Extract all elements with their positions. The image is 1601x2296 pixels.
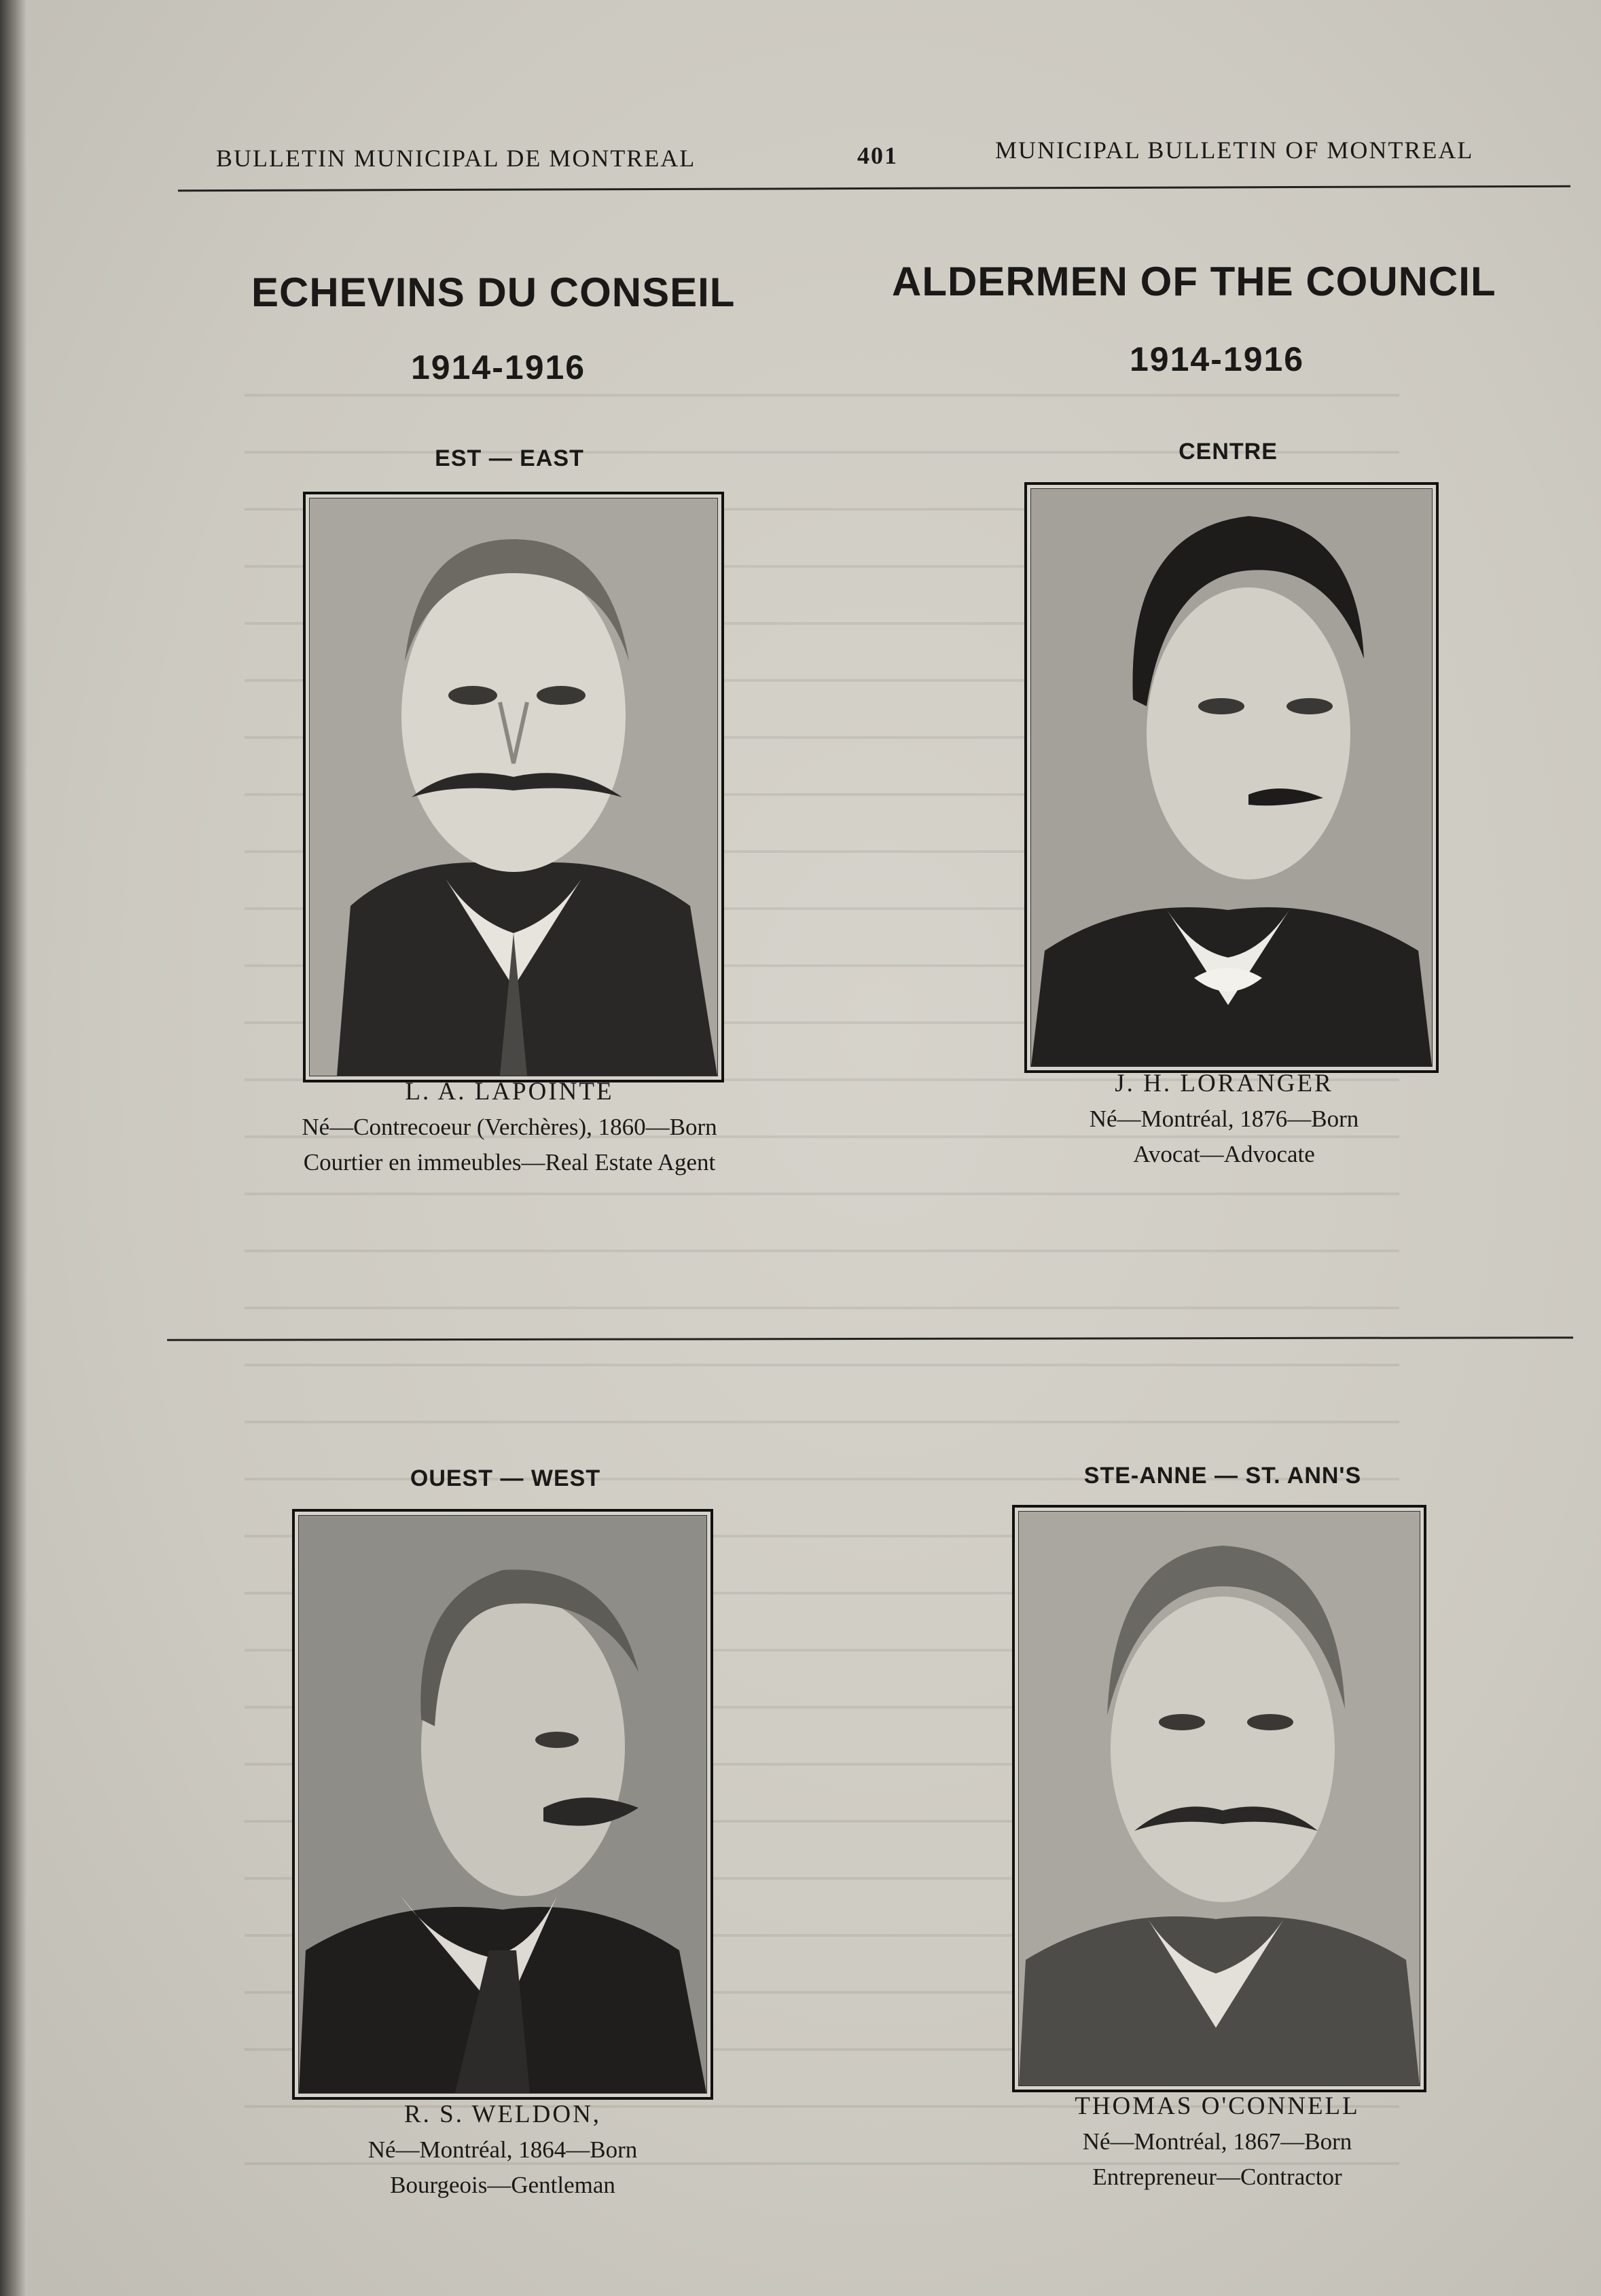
header-french: BULLETIN MUNICIPAL DE MONTREAL [216, 145, 696, 172]
portrait-frame-east [303, 492, 724, 1082]
alderman-occupation: Courtier en immeubles—Real Estate Agent [303, 1149, 716, 1176]
ward-label-st-anns: STE-ANNE — ST. ANN'S [1083, 1463, 1362, 1489]
ward-label-centre: CENTRE [1179, 439, 1278, 464]
portrait-photo-oconnell [1019, 1512, 1420, 2085]
header-english: MUNICIPAL BULLETIN OF MONTREAL [995, 136, 1474, 164]
alderman-birth: Né—Contrecoeur (Verchères), 1860—Born [302, 1114, 717, 1140]
alderman-occupation: Entrepreneur—Contractor [1092, 2164, 1342, 2190]
alderman-occupation: Avocat—Advocate [1133, 1141, 1315, 1167]
portrait-drawing-oconnell [1019, 1512, 1420, 2085]
ward-label-east: EST — EAST [435, 445, 584, 471]
alderman-name: L. A. LAPOINTE [405, 1078, 614, 1106]
years-english: 1914-1916 [1130, 340, 1305, 378]
portrait-frame-centre [1024, 482, 1439, 1073]
alderman-birth: Né—Montréal, 1864—Born [367, 2136, 638, 2163]
alderman-name: THOMAS O'CONNELL [1075, 2092, 1360, 2120]
portrait-drawing-lapointe [310, 498, 717, 1076]
years-french: 1914-1916 [411, 348, 586, 386]
ward-label-west: OUEST — WEST [410, 1465, 601, 1491]
portrait-frame-st-anns [1012, 1505, 1426, 2092]
header-rule [178, 185, 1570, 192]
alderman-birth: Né—Montréal, 1876—Born [1089, 1106, 1359, 1132]
alderman-birth: Né—Montréal, 1867—Born [1082, 2128, 1352, 2155]
title-english: ALDERMEN OF THE COUNCIL [892, 259, 1496, 304]
alderman-occupation: Bourgeois—Gentleman [390, 2172, 615, 2198]
portrait-drawing-loranger [1031, 489, 1432, 1066]
portrait-photo-lapointe [310, 498, 717, 1076]
portrait-photo-loranger [1031, 489, 1432, 1066]
caption-st-anns [912, 2089, 1523, 2195]
portrait-photo-weldon [299, 1516, 706, 2093]
page-number: 401 [857, 142, 898, 169]
caption-east [204, 1074, 815, 1180]
portrait-drawing-weldon [299, 1516, 706, 2093]
book-spine-shadow [0, 0, 27, 2296]
alderman-name: J. H. LORANGER [1115, 1070, 1333, 1097]
portrait-frame-west [292, 1509, 713, 2100]
alderman-name: R. S. WELDON, [403, 2100, 602, 2128]
caption-centre [918, 1066, 1530, 1172]
caption-west [197, 2097, 808, 2203]
title-french: ECHEVINS DU CONSEIL [251, 270, 736, 315]
section-divider [167, 1336, 1573, 1341]
